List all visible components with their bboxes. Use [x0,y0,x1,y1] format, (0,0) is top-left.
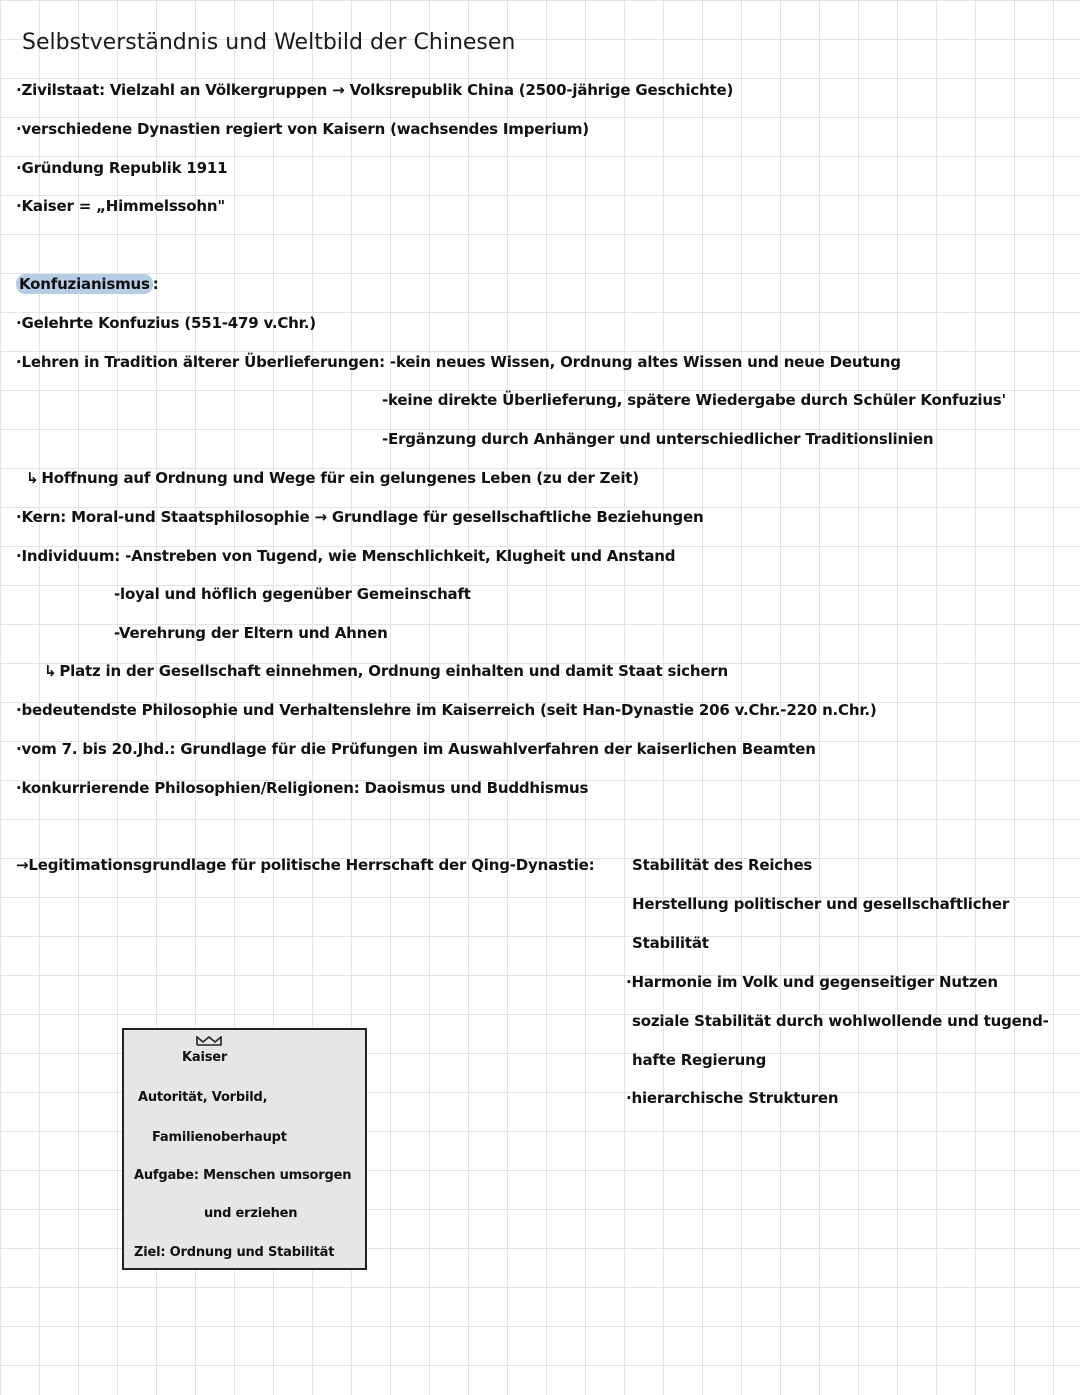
konfuzianismus-heading-row [16,274,159,294]
legitimation-line: →Legitimationsgrundlage für politische Herrschaft der Qing-Dynastie: [16,856,595,874]
kaiser-line: Familienoberhaupt [152,1130,287,1145]
lehren-line: ·Lehren in Tradition älterer Überlieferungen: -kein neues Wissen, Ordnung altes Wissen und neue Deutung [16,353,901,371]
hoffnung-text: Hoffnung auf Ordnung und Wege für ein gelungenes Leben (zu der Zeit) [41,469,639,487]
legitimation-point: Herstellung politischer und gesellschaftlicher [632,895,1010,913]
legitimation-point: hafte Regierung [632,1051,767,1069]
intro-line: ·verschiedene Dynastien regiert von Kaisern (wachsendes Imperium) [16,120,589,138]
bedeutendste-line: ·bedeutendste Philosophie und Verhaltenslehre im Kaiserreich (seit Han-Dynastie 206 v.Chr.-220 n.Chr.) [16,701,877,719]
hook-arrow-icon: ↳ [26,469,39,487]
individuum-sub-line: -Verehrung der Eltern und Ahnen [114,624,388,642]
konkurrierend-line: ·konkurrierende Philosophien/Religionen: Daoismus und Buddhismus [16,779,589,797]
platz-text: Platz in der Gesellschaft einnehmen, Ordnung einhalten und damit Staat sichern [59,662,728,680]
lehren-sub-line: -Ergänzung durch Anhänger und unterschiedlicher Traditionslinien [382,430,934,448]
hoffnung-line [26,468,639,488]
legitimation-point: Stabilität des Reiches [632,856,813,874]
kaiser-line: Aufgabe: Menschen umsorgen [134,1168,352,1183]
kaiser-line: und erziehen [204,1206,298,1221]
kaiser-box [122,1028,367,1270]
heading-colon: : [152,275,159,293]
legitimation-point: Stabilität [632,934,709,952]
legitimation-point: ·hierarchische Strukturen [626,1089,839,1107]
lehren-sub-line: -keine direkte Überlieferung, spätere Wiedergabe durch Schüler Konfuzius' [382,391,1006,409]
kaiser-line: Ziel: Ordnung und Stabilität [134,1245,335,1260]
kaiser-title: Kaiser [182,1050,228,1065]
individuum-sub-line: -loyal und höflich gegenüber Gemeinschaft [114,585,471,603]
legitimation-point: soziale Stabilität durch wohlwollende und tugend- [632,1012,1049,1030]
hook-arrow-icon: ↳ [44,662,57,680]
gelehrte-line: ·Gelehrte Konfuzius (551-479 v.Chr.) [16,314,316,332]
intro-line: ·Zivilstaat: Vielzahl an Völkergruppen → Volksrepublik China (2500-jährige Geschichte) [16,81,734,99]
pruefungen-line: ·vom 7. bis 20.Jhd.: Grundlage für die Prüfungen im Auswahlverfahren der kaiserlichen Beamten [16,740,816,758]
intro-line: ·Gründung Republik 1911 [16,159,228,177]
individuum-line: ·Individuum: -Anstreben von Tugend, wie Menschlichkeit, Klugheit und Anstand [16,547,676,565]
crown-icon [196,1036,222,1046]
platz-line [44,661,728,681]
page-title: Selbstverständnis und Weltbild der Chinesen [22,30,516,55]
intro-line: ·Kaiser = „Himmelssohn" [16,197,225,215]
kern-line: ·Kern: Moral-und Staatsphilosophie → Grundlage für gesellschaftliche Beziehungen [16,508,704,526]
konfuzianismus-heading: Konfuzianismus [16,274,153,294]
kaiser-line: Autorität, Vorbild, [138,1090,268,1105]
legitimation-point: ·Harmonie im Volk und gegenseitiger Nutzen [626,973,998,991]
